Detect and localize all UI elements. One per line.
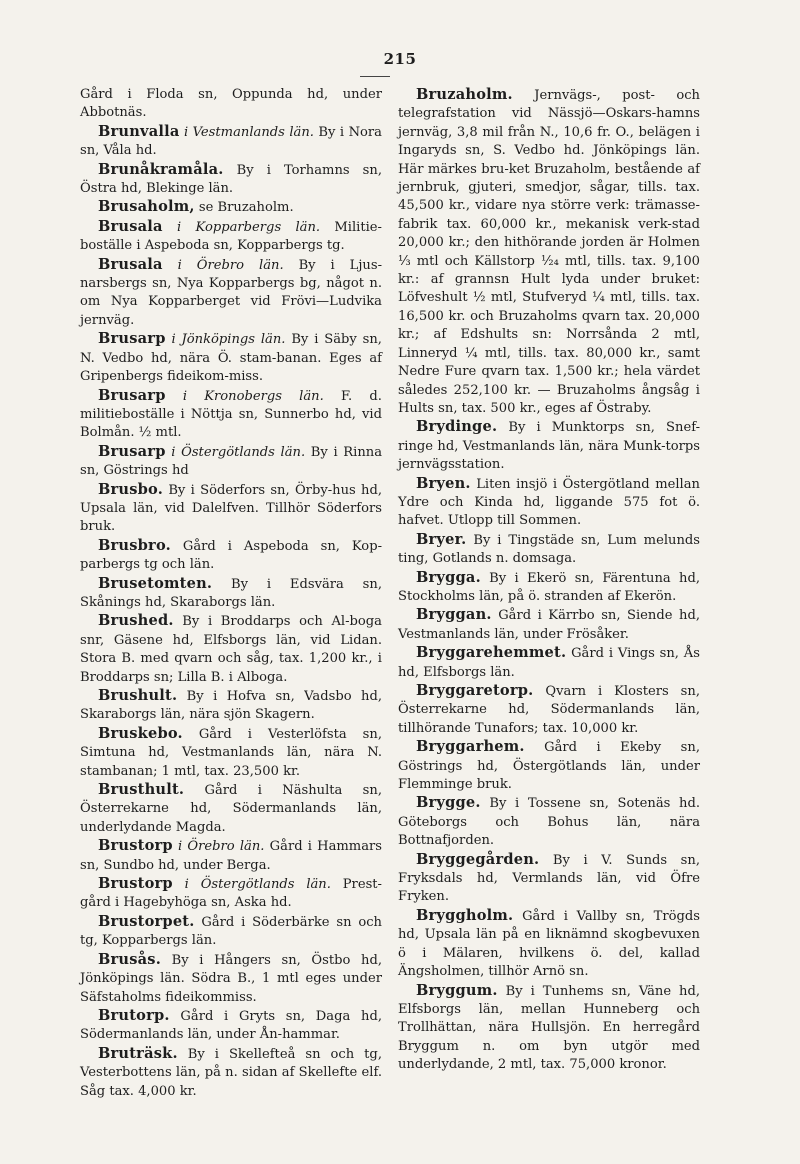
dictionary-entry	[80, 443, 382, 481]
entry-text: By i Ljus-narsbergs sn, Nya Kopparbergs bg, något n. om Nya Kopparberget vid Frövi—Ludvika jernväg.	[80, 257, 382, 328]
dictionary-entry	[398, 794, 700, 850]
entry-text: Gård i Aspeboda sn, Kop-parbergs tg och län.	[80, 538, 382, 573]
entry-text: Gård i Gryts sn, Daga hd, Södermanlands län, under Ån-hammar.	[80, 1008, 382, 1043]
entry-headword: Brusaholm,	[98, 198, 195, 216]
entry-region: i Örebro län.	[178, 839, 265, 855]
entry-headword: Brusala	[98, 255, 163, 273]
entry-text: By i Skellefteå sn och tg, Vesterbottens län, på n. sidan af Skellefte elf. Såg tax. 4,000 kr.	[80, 1046, 382, 1099]
entry-text: By i Säby sn, N. Vedbo hd, nära Ö. stam-banan. Eges af Gripenbergs fideikom-miss.	[80, 332, 382, 385]
entry-text: By i Edsvära sn, Skånings hd, Skaraborgs län.	[80, 576, 382, 610]
entry-text: Militie-boställe i Aspeboda sn, Kopparbergs tg.	[80, 219, 382, 254]
dictionary-entry	[80, 330, 382, 386]
entry-headword: Brydinge.	[416, 418, 498, 436]
entry-headword: Bruskebo.	[98, 724, 183, 742]
entry-headword: Bryggegården.	[416, 850, 540, 868]
entry-headword: Brusås.	[98, 950, 162, 968]
entry-text: By i Tingstäde sn, Lum melunds ting, Gotlands n. domsaga.	[398, 532, 700, 567]
entry-headword: Brygga.	[416, 568, 481, 586]
dictionary-entry	[398, 982, 700, 1075]
entry-text: Gård i Söderbärke sn och tg, Kopparbergs län.	[80, 914, 382, 949]
entry-text: se Bruzaholm.	[198, 200, 294, 216]
left-column	[80, 86, 386, 1101]
entry-headword: Bryggaretorp.	[416, 682, 534, 699]
entry-headword: Bryggarehemmet.	[416, 644, 567, 662]
entry-headword: Brutorp.	[98, 1006, 170, 1024]
entry-text: By i Broddarps och Al-boga snr, Gäsene hd, Elfsborgs län, vid Lidan. Stora B. med qvarn och såg, tax. 1,200 kr., i Broddarps sn; Lilla B. i Alboga.	[80, 614, 382, 685]
entry-text: Prest-gård i Hagebyhöga sn, Aska hd.	[80, 877, 382, 911]
page-number: 215	[383, 50, 417, 68]
dictionary-entry	[80, 123, 382, 161]
dictionary-entry	[398, 531, 700, 569]
dictionary-entry	[80, 875, 382, 913]
entry-headword: Brusetomten.	[98, 574, 213, 592]
entry-headword: Bryggarhem.	[416, 738, 525, 756]
entry-headword: Brusbo.	[98, 480, 164, 498]
dictionary-entry	[80, 575, 382, 613]
entry-headword: Bryggholm.	[416, 906, 514, 924]
page-number-rule	[360, 76, 390, 77]
entry-headword: Brushult.	[98, 687, 178, 704]
entry-headword: Bryer.	[416, 530, 467, 548]
entry-headword: Bruzaholm.	[416, 86, 513, 103]
right-column	[392, 86, 700, 1101]
entry-headword: Brustorp	[98, 875, 173, 893]
entry-text: Gård i Vings sn, Ås hd, Elfsborgs län.	[398, 646, 700, 680]
dictionary-entry	[80, 1045, 382, 1101]
entry-headword: Bryen.	[416, 474, 471, 492]
text-columns	[80, 86, 700, 1101]
dictionary-entry	[80, 86, 382, 123]
dictionary-entry	[80, 256, 382, 331]
entry-headword: Brusbro.	[98, 536, 171, 554]
dictionary-entry	[398, 644, 700, 682]
entry-headword: Bruträsk.	[98, 1044, 178, 1062]
entry-headword: Brustorpet.	[98, 912, 195, 930]
dictionary-entry	[398, 86, 700, 418]
entry-text: Jernvägs-, post- och telegrafstation vid Nässjö—Oskars-hamns jernväg, 3,8 mil från N., 10,6 fr. O., belägen i Ingaryds sn, S. Vedbo hd. Jönköpings län. Här märkes bru-ket Bruzaholm, bestående af jernbruk, gjuteri, smedjor, sågar, tills. tax. 45,500 kr., vidare nya större verk: trämasse-fabrik tax. 60,000 kr., mekanisk verk-stad 20,000 kr.; den hithörande jorden är Holmen ⅓ mtl och Källstorp ¹⁄₂₄ mtl, tills. tax. 9,100 kr.: af grannsn Hult lyda under bruket: Löfveshult ½ mtl, Stufveryd ¼ mtl, tills. tax. 16,500 kr. och Bruzaholms qvarn tax. 20,000 kr.; af Edshults sn: Norrsånda 2 mtl, Linneryd ¼ mtl, tills. tax. 80,000 kr., samt Nedre Fure qvarn tax. 1,500 kr.; hela värdet således 252,100 kr. — Bruzaholms ångsåg i Hults sn, tax. 500 kr., eges af Östraby.	[398, 88, 700, 416]
dictionary-entry	[398, 475, 700, 531]
entry-region: i Östergötlands län.	[184, 877, 331, 893]
dictionary-entry	[398, 738, 700, 794]
entry-text: By i Hångers sn, Östbo hd, Jönköpings län. Södra B., 1 mtl eges under Säfstaholms fideikommiss.	[80, 952, 382, 1005]
entry-region: i Örebro län.	[177, 257, 284, 273]
entry-headword: Bryggan.	[416, 606, 492, 624]
dictionary-entry	[80, 913, 382, 951]
entry-text: Gård i Ekeby sn, Göstrings hd, Östergötlands län, under Flemminge bruk.	[398, 740, 700, 793]
entry-text: Gård i Vesterlöfsta sn, Simtuna hd, Vestmanlands län, nära N. stambanan; 1 mtl, tax. 23,500 kr.	[80, 726, 383, 779]
entry-headword: Brusarp	[98, 442, 166, 460]
entry-headword: Brunåkramåla.	[98, 160, 224, 178]
entry-headword: Brusthult.	[98, 781, 185, 799]
entry-text: By i Torhamns sn, Östra hd, Blekinge län.	[80, 162, 382, 197]
entry-headword: Brusarp	[98, 386, 166, 404]
dictionary-entry	[80, 1007, 382, 1045]
entry-headword: Brushed.	[98, 612, 174, 630]
entry-text: Gård i Näshulta sn, Österrekarne hd, Södermanlands län, underlydande Magda.	[80, 783, 382, 835]
entry-text: Gård i Floda sn, Oppunda hd, under Abbotnäs.	[80, 87, 382, 121]
dictionary-entry	[80, 198, 382, 217]
entry-text: By i Rinna sn, Göstrings hd	[80, 444, 382, 479]
entry-region: i Jönköpings län.	[171, 332, 286, 348]
dictionary-entry	[398, 606, 700, 644]
entry-headword: Brusala	[98, 217, 163, 235]
entry-text: By i Nora sn, Våla hd.	[80, 124, 382, 159]
entry-headword: Brunvalla	[98, 122, 180, 140]
entry-text: By i V. Sunds sn, Fryksdals hd, Vermlands län, vid Öfre Fryken.	[398, 852, 700, 905]
entry-region: i Vestmanlands län.	[184, 124, 314, 140]
dictionary-entry	[80, 951, 382, 1007]
dictionary-entry	[80, 481, 382, 537]
dictionary-entry	[398, 569, 700, 607]
dictionary-entry	[398, 907, 700, 982]
entry-text: Gård i Kärrbo sn, Siende hd, Vestmanlands län, under Frösåker.	[398, 608, 700, 642]
entry-text: By i Tossene sn, Sotenäs hd. Göteborgs och Bohus län, nära Bottnafjorden.	[398, 796, 700, 849]
dictionary-entry	[80, 781, 382, 837]
dictionary-entry	[398, 851, 700, 907]
entry-text: Gård i Hammars sn, Sundbo hd, under Berga.	[80, 839, 382, 873]
dictionary-entry	[80, 387, 382, 443]
entry-text: Qvarn i Klosters sn, Österrekarne hd, Södermanlands län, tillhörande Tunafors; tax. 10,000 kr.	[398, 684, 700, 736]
entry-headword: Bryggum.	[416, 981, 498, 999]
entry-text: By i Tunhems sn, Väne hd, Elfsborgs län, mellan Hunneberg och Trollhättan, nära Hullsjön. En herregård Bryggum n. om byn utgör med underlydande, 2 mtl, tax. 75,000 kronor.	[398, 983, 700, 1073]
dictionary-entry	[80, 837, 382, 875]
dictionary-entry	[398, 418, 700, 474]
dictionary-entry	[80, 612, 382, 687]
entry-text: Gård i Vallby sn, Trögds hd, Upsala län på en likn‌ämnd skogbevuxen ö i Mälaren, hvilkens ö. del, kallad Ängsholmen, tillhör Arnö sn.	[398, 908, 700, 980]
entry-region: i Östergötlands län.	[171, 444, 306, 460]
entry-text: By i Söderfors sn, Örby-hus hd, Upsala län, vid Dalelfven. Tillhör Söderfors bruk.	[80, 482, 382, 535]
entry-text: Liten insjö i Östergötland mellan Ydre och Kinda hd, liggande 575 fot ö. hafvet. Utlopp till Sommen.	[398, 476, 700, 529]
dictionary-entry	[80, 687, 382, 725]
dictionary-entry	[80, 725, 382, 781]
entry-region: i Kronobergs län.	[182, 388, 324, 404]
entry-headword: Brustorp	[98, 837, 173, 855]
entry-text: By i Ekerö sn, Färentuna hd, Stockholms län, på ö. stranden af Ekerön.	[398, 570, 700, 604]
entry-text: By i Munktorps sn, Snef-ringe hd, Vestmanlands län, nära Munk-torps jernvägsstation.	[398, 420, 700, 473]
entry-headword: Brygge.	[416, 794, 481, 812]
dictionary-entry	[80, 218, 382, 256]
entry-region: i Kopparbergs län.	[177, 219, 321, 235]
dictionary-entry	[80, 161, 382, 199]
entry-headword: Brusarp	[98, 330, 166, 348]
entry-text: By i Hofva sn, Vadsbo hd, Skaraborgs län, nära sjön Skagern.	[80, 689, 382, 723]
entry-text: F. d. militieboställe i Nöttja sn, Sunnerbo hd, vid Bolmån. ½ mtl.	[80, 388, 382, 441]
dictionary-entry	[80, 537, 382, 575]
dictionary-entry	[398, 682, 700, 738]
